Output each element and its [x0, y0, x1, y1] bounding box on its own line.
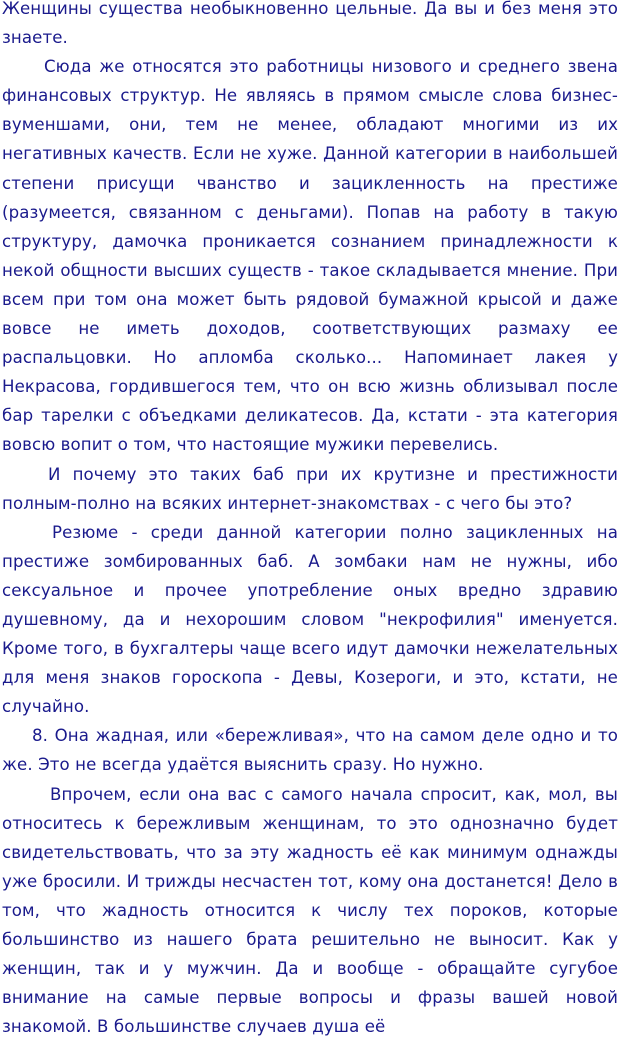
paragraph-6: Впрочем, если она вас с самого начала спросит, как, мол, вы относитесь к бережливым женщинам, то это однозначно будет свидетельствовать, что за эту жадность её как минимум однажды уже бросили. И трижды несчастен тот, кому она достанется! Дело в том, что жадность относится к числу тех пороков, которые большинство из нашего брата решительно не выносит. Как у женщин, так и у мужчин. Да и вообще - обращайте сугубое внимание на самые первые вопросы и фразы вашей новой знакомой. В большинстве случаев душа её	[2, 784, 618, 1037]
paragraph-1: Женщины существа необыкновенно цельные. Да вы и без меня это знаете.	[2, 0, 618, 48]
paragraph-3: И почему это таких баб при их крутизне и престижности полным-полно на всяких интернет-знакомствах - с чего бы это?	[2, 464, 618, 513]
paragraph-2: Сюда же относятся это работницы низового и среднего звена финансовых структур. Не являясь в прямом смысле слова бизнес-вуменшами, они, тем не менее, обладают многими из их негативных качеств. Если не хуже. Данной категории в наибольшей степени присущи чванство и зацикленность на престиже (разумеется, связанном с деньгами). Попав на работу в такую структуру, дамочка проникается сознанием принадлежности к некой общности высших существ - такое складывается мнение. При всем при том она может быть рядовой бумажной крысой и даже вовсе не иметь доходов, соответствующих размаху ее распальцовки. Но апломба сколько... Напоминает лакея у Некрасова, гордившегося тем, что он всю жизнь облизывал после бар тарелки с объедками деликатесов. Да, кстати - эта категория вовсю вопит о том, что настоящие мужики перевелись.	[2, 57, 618, 455]
paragraph-5: 8. Она жадная, или «бережливая», что на самом деле одно и то же. Это не всегда удаётся выяснить сразу. Но нужно.	[2, 726, 618, 775]
paragraph-4: Резюме - среди данной категории полно зацикленных на престиже зомбированных баб. А зомбаки нам не нужны, ибо сексуальное и прочее употребление оных вредно здравию душевному, да и нехорошим словом "некрофилия" именуется. Кроме того, в бухгалтеры чаще всего идут дамочки нежелательных для меня знаков гороскопа - Девы, Козероги, и это, кстати, не случайно.	[2, 522, 618, 717]
